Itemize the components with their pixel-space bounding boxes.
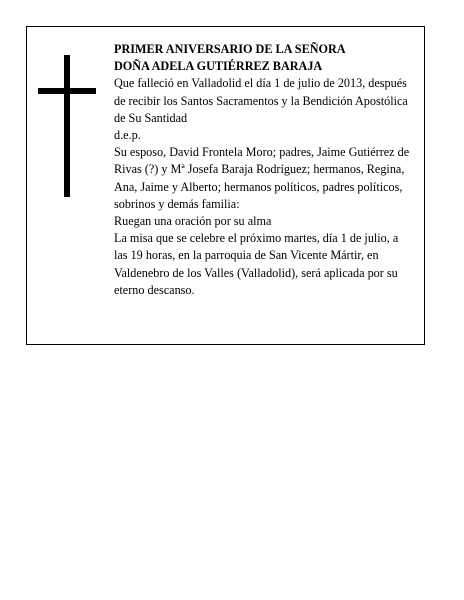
mass-info: La misa que se celebre el próximo martes, día 1 de julio, a las 19 horas, en la parroquia de San Vicente Mártir, en Valdenebro de los Valles (Valladolid), será aplicada por su eterno descanso. xyxy=(114,231,399,297)
cross-vertical-bar xyxy=(64,55,70,197)
notice-text xyxy=(114,41,414,299)
prayer-request: Ruegan una oración por su alma xyxy=(114,214,272,229)
notice-title-line1: PRIMER ANIVERSARIO DE LA SEÑORA xyxy=(114,42,346,56)
obituary-notice xyxy=(26,26,425,345)
cross-icon xyxy=(38,55,96,197)
death-info: Que falleció en Valladolid el día 1 de julio de 2013, después de recibir los Santos Sacramentos y la Bendición Apostólica de Su Santidad xyxy=(114,76,408,125)
notice-title-line2: DOÑA ADELA GUTIÉRREZ BARAJA xyxy=(114,59,323,74)
dep-abbreviation: d.e.p. xyxy=(114,128,141,143)
cross-horizontal-bar xyxy=(38,88,96,94)
family-list: Su esposo, David Frontela Moro; padres, Jaime Gutiérrez de Rivas (?) y Mª Josefa Baraja Rodríguez; hermanos, Regina, Ana, Jaime y Alberto; hermanos políticos, padres políticos, sobrinos y demás familia: xyxy=(114,145,410,211)
